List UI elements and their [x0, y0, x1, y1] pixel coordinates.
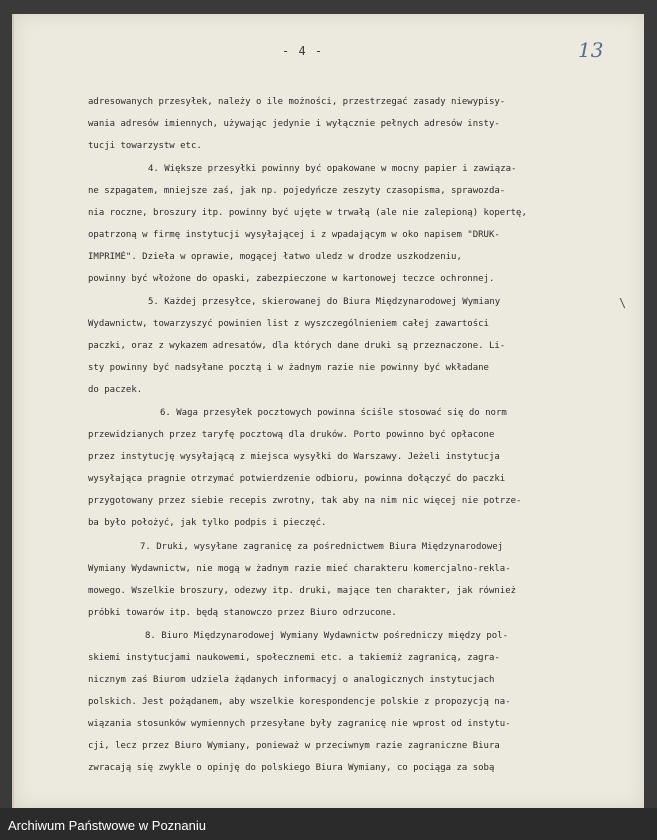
text-line: IMPRIMÉ". Dzieła w oprawie, mogącej łatwo uledz w drodze uszkodzeniu, [88, 252, 462, 262]
text-line: adresowanych przesyłek, należy o ile możności, przestrzegać zasady niewypisy- [88, 97, 506, 107]
text-line: tucji towarzystw etc. [88, 141, 202, 151]
text-line: ne szpagatem, mniejsze zaś, jak np. pojedyńcze zeszyty czasopisma, sprawozda- [88, 186, 506, 196]
text-line: 7. Druki, wysyłane zagranicę za pośrednictwem Biura Międzynarodowej [140, 542, 504, 552]
text-line: skiemi instytucjami naukowemi, społecznemi etc. a takiemiż zagranicą, zagra- [88, 653, 500, 663]
text-line: Wymiany Wydawnictw, nie mogą w żadnym razie mieć charakteru komercjalno-rekla- [88, 564, 511, 574]
text-line: opatrzoną w firmę instytucji wysyłającej i z wpadającym w oko napisem "DRUK- [88, 230, 500, 240]
text-line: 8. Biuro Międzynarodowej Wymiany Wydawnictw pośredniczy między pol- [145, 631, 509, 641]
text-line: nicznym zaś Biurom udziela żądanych informacyj o analogicznych instytucjach [88, 675, 495, 685]
text-line: Wydawnictw, towarzyszyć powinien list z wyszczególnieniem całej zawartości [88, 319, 489, 329]
text-line: zwracają się zwykle o opinję do polskiego Biura Wymiany, co pociąga za sobą [88, 763, 495, 773]
text-line: paczki, oraz z wykazem adresatów, dla których dane druki są przeznaczone. Li- [88, 341, 506, 351]
text-line: przez instytucję wysyłającą z miejsca wysyłki do Warszawy. Jeżeli instytucja [88, 452, 500, 462]
text-line: przygotowany przez siebie recepis zwrotny, tak aby na nim nic więcej nie potrze- [88, 496, 522, 506]
text-line: wania adresów imiennych, używając jedynie i wyłącznie pełnych adresów insty- [88, 119, 500, 129]
folio-number: 13 [578, 38, 604, 62]
text-line: sty powinny być nadsyłane pocztą i w żadnym razie nie powinny być wkładane [88, 363, 489, 373]
text-line: polskich. Jest pożądanem, aby wszelkie korespondencje polskie z propozycją na- [88, 697, 511, 707]
text-line: przewidzianych przez taryfę pocztową dla druków. Porto powinno być opłacone [88, 430, 495, 440]
text-line: cji, lecz przez Biuro Wymiany, ponieważ w przeciwnym razie zagraniczne Biura [88, 741, 500, 751]
archive-name: Archiwum Państwowe w Poznaniu [8, 818, 206, 833]
text-line: wysyłająca pragnie otrzymać potwierdzenie odbioru, powinna dołączyć do paczki [88, 474, 506, 484]
text-line: do paczek. [88, 385, 143, 395]
text-line: 6. Waga przesyłek pocztowych powinna ściśle stosować się do norm [160, 408, 507, 418]
text-line: nia roczne, broszury itp. powinny być ujęte w trwałą (ale nie zalepioną) kopertę, [88, 208, 527, 218]
text-line: 4. Większe przesyłki powinny być opakowane w mocny papier i zawiąza- [148, 164, 517, 174]
text-line: próbki towarów itp. będą stanowczo przez Biuro odrzucone. [88, 608, 397, 618]
text-line: ba było położyć, jak tylko podpis i pieczęć. [88, 518, 327, 528]
page-number: - 4 - [282, 44, 324, 58]
margin-mark: \ [619, 296, 627, 310]
text-line: powinny być włożone do opaski, zabezpieczone w kartonowej teczce ochronnej. [88, 274, 495, 284]
text-line: mowego. Wszelkie broszury, odezwy itp. druki, mające ten charakter, jak również [88, 586, 517, 596]
footer-bar [0, 808, 657, 840]
text-line: 5. Każdej przesyłce, skierowanej do Biura Międzynarodowej Wymiany [148, 297, 501, 307]
text-line: wiązania stosunków wymiennych przesyłane były zagranicę nie wprost od instytu- [88, 719, 511, 729]
